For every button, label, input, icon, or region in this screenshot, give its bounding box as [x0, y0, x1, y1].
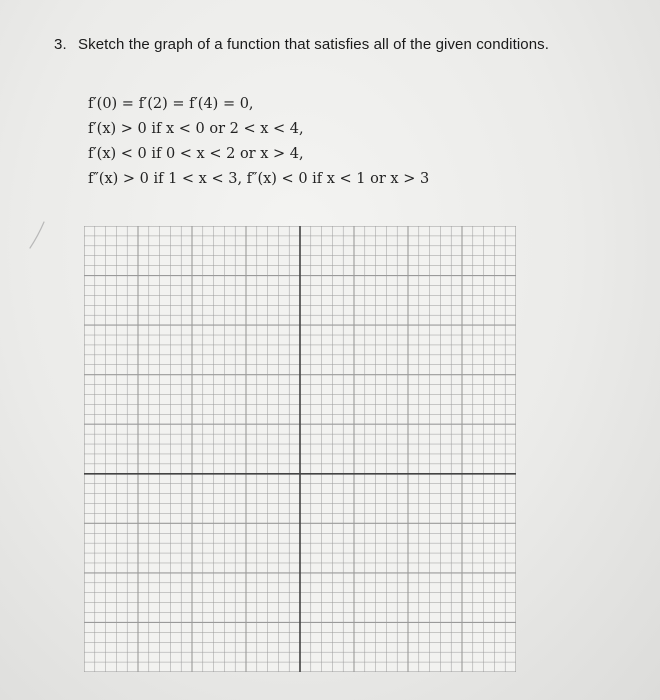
graph-paper-grid[interactable]: [84, 226, 516, 672]
problem-instruction: Sketch the graph of a function that satisfies all of the given conditions.: [78, 36, 550, 53]
problem-header: [54, 36, 549, 53]
stray-pencil-mark: [30, 222, 44, 248]
condition-increasing: f′(x) > 0 if x < 0 or 2 < x < 4,: [88, 121, 304, 137]
graph-paper[interactable]: [84, 226, 516, 672]
condition-concavity: f″(x) > 0 if 1 < x < 3, f″(x) < 0 if x < 1 or x > 3: [88, 171, 430, 187]
condition-critical-points: f′(0) = f′(2) = f′(4) = 0,: [88, 96, 254, 112]
condition-decreasing: f′(x) < 0 if 0 < x < 2 or x > 4,: [88, 146, 304, 162]
problem-number: 3.: [54, 36, 67, 53]
conditions-block: [88, 92, 429, 192]
